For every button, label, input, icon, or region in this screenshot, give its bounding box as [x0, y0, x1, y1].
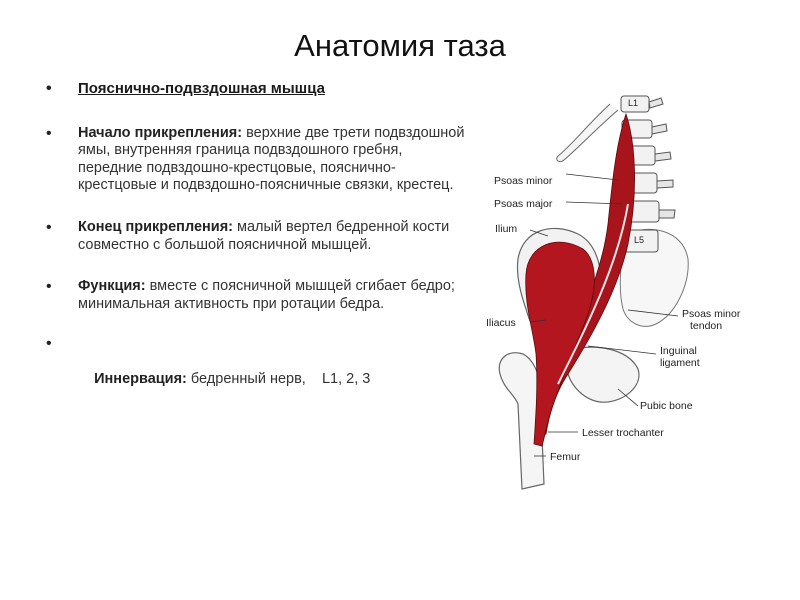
text-column: [46, 80, 466, 406]
label-inguinal-line2: ligament: [660, 357, 700, 369]
label-lesser-trochanter: Lesser trochanter: [582, 427, 664, 439]
list-item-insertion: [46, 219, 466, 254]
label-psoas-minor: Psoas minor: [494, 175, 553, 187]
item-term: Иннервация:: [94, 370, 187, 387]
item-term: Начало прикрепления:: [78, 124, 243, 141]
label-psoas-major: Psoas major: [494, 198, 553, 210]
muscle-heading: [46, 80, 466, 98]
list-item-innervation: [46, 335, 466, 405]
bullet-icon: •: [46, 80, 52, 97]
bullet-icon: •: [46, 124, 52, 142]
item-text: вместе с поясничной мышцей сгибает бедро; минимальная активность при ротации бедра.: [78, 278, 455, 312]
anatomy-illustration: [478, 84, 778, 504]
label-vertebra-l5: L5: [634, 235, 645, 245]
item-text: малый вертел бедренной кости совместно с большой поясничной мышцей.: [78, 218, 450, 253]
label-vertebra-l1: L1: [628, 98, 639, 108]
iliopsoas-anatomy-figure: [478, 84, 778, 504]
bullet-icon: •: [46, 335, 52, 353]
item-text: бедренный нерв, L1, 2, 3: [186, 370, 371, 387]
bullet-icon: •: [46, 278, 52, 296]
slide-title: Анатомия таза: [294, 28, 506, 63]
bullet-icon: •: [46, 218, 52, 236]
label-femur: Femur: [550, 451, 581, 463]
label-pubic-bone: Pubic bone: [640, 400, 693, 412]
heading-text: Пояснично-подвздошная мышца: [78, 80, 325, 97]
list-item-function: [46, 278, 466, 313]
label-iliacus: Iliacus: [486, 317, 516, 329]
item-text: верхние две трети подвздошной ямы, внутренняя граница подвздошного гребня, передние подвздошно-крестцовые, пояснично-крестцовые и подвздошно-поясничные связки, крестец.: [78, 124, 465, 194]
label-psoas-minor-tendon-line2: tendon: [690, 320, 723, 332]
list-item-origin: [46, 125, 466, 195]
label-ilium: Ilium: [495, 223, 518, 235]
label-inguinal-line1: Inguinal: [660, 345, 697, 357]
item-term: Конец прикрепления:: [78, 218, 233, 235]
label-psoas-minor-tendon-line1: Psoas minor: [682, 308, 741, 320]
item-term: Функция:: [78, 278, 146, 295]
